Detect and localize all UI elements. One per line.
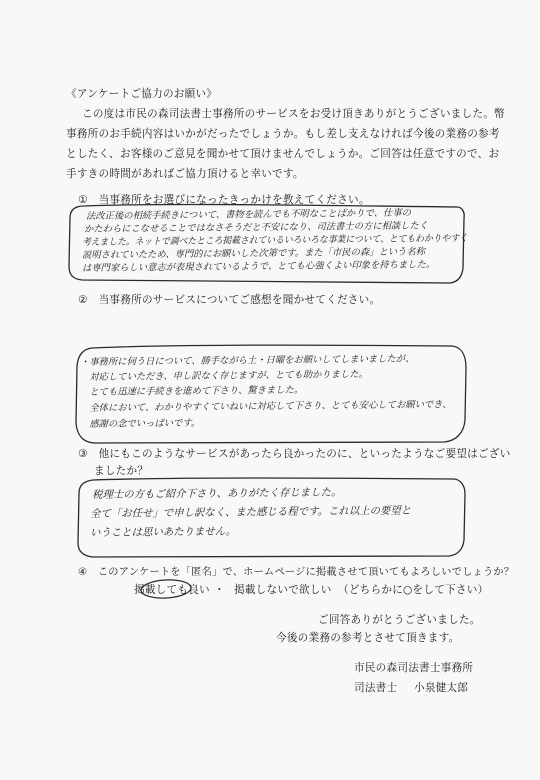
question-3-label-line-2: ましたか？ [94, 465, 149, 477]
answer-1-line-1: 法改正後の相続手続きについて、書物を読んでも不明なことばかりで、仕事の [86, 207, 411, 222]
option-yes: 掲載しても良い [134, 584, 210, 596]
option-instruction: （どちらかに○をして下さい） [338, 584, 489, 596]
closing-line-1: ご回答ありがとうございました。 [318, 614, 481, 626]
question-2-label: ② 当事務所のサービスについてご感想を聞かせてください。 [78, 294, 381, 306]
answer-3-line-2: 全て「お任せ」で申し訳なく、また感じる程です。これ以上の要望と [90, 504, 412, 520]
option-separator: ・ [214, 584, 225, 596]
answer-1-line-2: かたわらにこなせることではなさそうだと不安になり、司法書士の方に相談したく [84, 220, 429, 235]
answer-1-line-5: は専門家らしい意志が表現されているようで、とても心強くよい印象を持ちました。 [82, 259, 436, 274]
intro-line-4: 手すきの時間があればご協力頂けると幸いです。 [66, 168, 304, 180]
answer-3-line-3: いうことは思いあたりません。 [90, 525, 237, 539]
answer-2-line-5: 感謝の念でいっぱいです。 [80, 417, 201, 430]
answer-1-line-4: 説明されていたため、専門的にお願いした次第です。また「市民の森」という名称 [82, 246, 425, 261]
office-name: 市民の森司法書士事務所 [354, 662, 474, 674]
intro-line-1: この度は市民の森司法書士事務所のサービスをお受け頂きありがとうございました。幣 [82, 108, 505, 120]
office-person: 小泉健太郎 [414, 682, 469, 694]
answer-2-line-4: 全体において、わかりやすくていねいに対応して下さり、とても安心してお願いでき、 [80, 399, 452, 414]
answer-1-line-3: 考えました。ネットで調べたところ掲載されているいろいろな事業について、とてもわかりやすく [82, 232, 468, 248]
survey-title: 《アンケートご協力のお願い》 [66, 88, 218, 100]
question-1-label: ① 当事務所をお選びになったきっかけを教えてください。 [78, 194, 370, 206]
closing-line-2: 今後の業務の参考とさせて頂きます。 [276, 632, 460, 644]
intro-line-3: としたく、お客様のご意見を聞かせて頂けませんでしょうか。ご回答は任意ですので、お [66, 148, 500, 160]
answer-2-line-3: とても迅速に手続きを進めて下さり、驚きました。 [80, 384, 304, 398]
option-no: 掲載しないで欲しい [234, 584, 332, 596]
answer-3-line-1: 税理士の方もご紹介下さり、ありがたく存じました。 [92, 486, 342, 501]
question-3-label-line-1: ③ 他にもこのようなサービスがあったら良かったのに、といったようなご要望はござい [78, 448, 511, 460]
answer-2-line-2: 対応していただき、申し訳なく存じますが、とても助かりました。 [80, 368, 368, 383]
question-4-label: ④ このアンケートを「匿名」で、ホームページに掲載させて頂いてもよろしいでしょうか？ [78, 567, 515, 578]
answer-2-line-1: ・事務所に伺う日について、勝手ながら土・日曜をお願いしてしまいましたが、 [80, 353, 415, 368]
intro-line-2: 事務所のお手続内容はいかがだったでしょうか。もし差し支えなければ今後の業務の参考 [66, 128, 500, 140]
office-title: 司法書士 [354, 682, 398, 694]
